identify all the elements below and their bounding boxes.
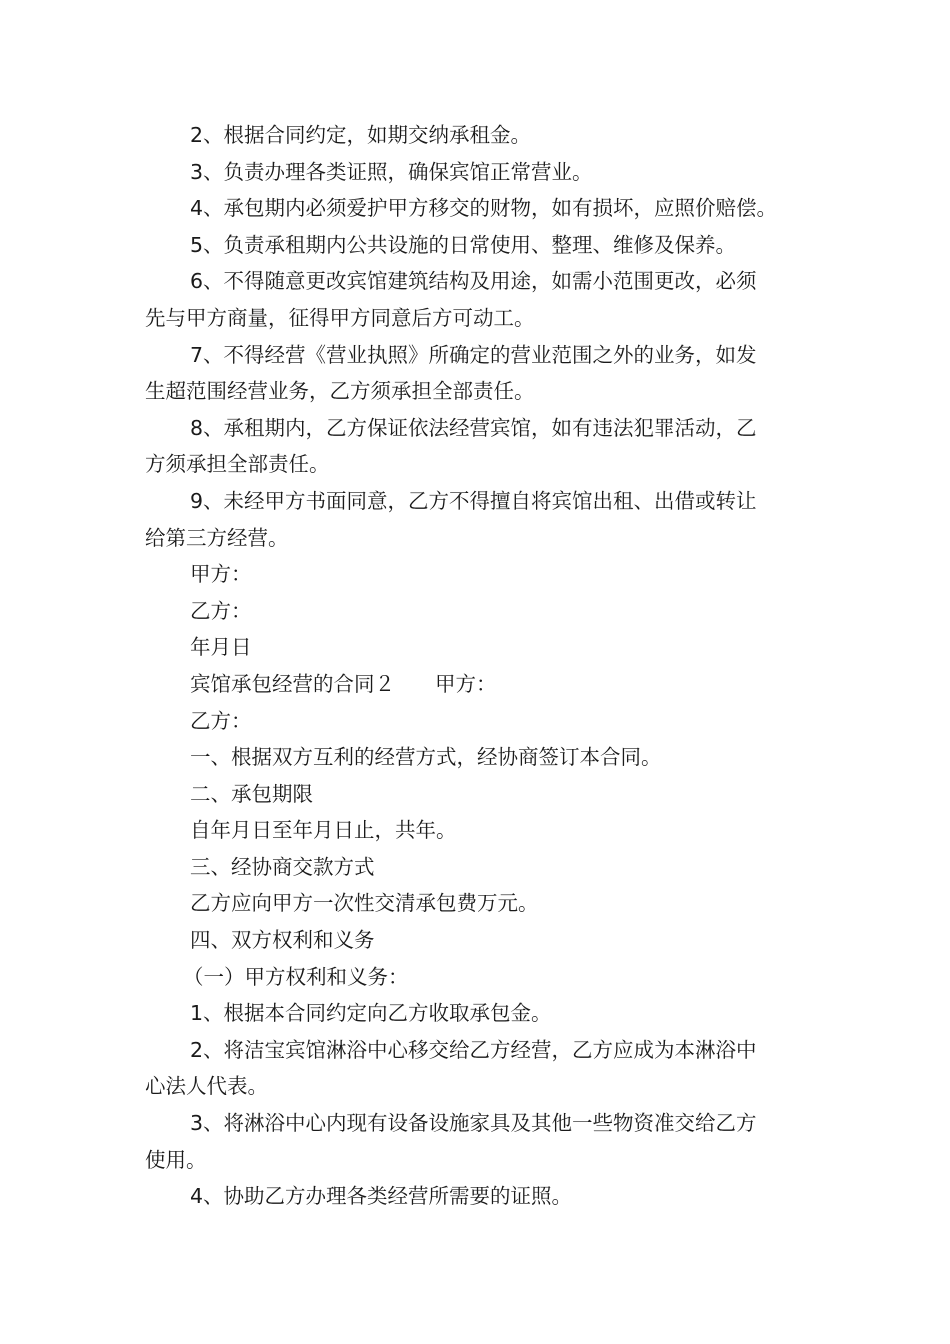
clause-3-body [145, 885, 813, 922]
paragraph-text: 三、经协商交款方式 [190, 854, 375, 879]
clause-3-heading [145, 849, 813, 886]
paragraph-line: 9、未经甲方书面同意，乙方不得擅自将宾馆出租、出借或转让 [190, 488, 757, 513]
paragraph-text: 4、协助乙方办理各类经营所需要的证照。 [190, 1184, 573, 1209]
paragraph-duty-4 [145, 190, 813, 227]
clause-4-heading [145, 922, 813, 959]
paragraph-duty-8 [145, 410, 813, 483]
party-a-duty-4 [145, 1178, 813, 1215]
signature-party-b [145, 593, 813, 630]
clause-2-body [145, 812, 813, 849]
party-a-duty-3 [145, 1105, 813, 1178]
contract-title: 宾馆承包经营的合同２ [190, 671, 395, 696]
paragraph-line: 方须承担全部责任。 [145, 452, 330, 477]
signature-date [145, 629, 813, 666]
paragraph-text: 4、承包期内必须爱护甲方移交的财物，如有损坏，应照价赔偿。 [190, 196, 778, 221]
clause-4-subheading [145, 959, 813, 996]
paragraph-text: 自年月日至年月日止，共年。 [190, 818, 457, 843]
paragraph-text: 3、负责办理各类证照，确保宾馆正常营业。 [190, 159, 593, 184]
paragraph-duty-5 [145, 227, 813, 264]
paragraph-text: 乙方： [190, 598, 252, 623]
paragraph-line: 6、不得随意更改宾馆建筑结构及用途，如需小范围更改，必须 [190, 269, 757, 294]
clause-2-heading [145, 776, 813, 813]
paragraph-text: （一）甲方权利和义务： [183, 964, 409, 989]
paragraph-text: 四、双方权利和义务 [190, 928, 375, 953]
paragraph-line: 3、将淋浴中心内现有设备设施家具及其他一些物资准交给乙方 [190, 1111, 757, 1136]
paragraph-text: 1、根据本合同约定向乙方收取承包金。 [190, 1001, 552, 1026]
paragraph-text: 2、根据合同约定，如期交纳承租金。 [190, 123, 532, 147]
paragraph-line: 先与甲方商量，征得甲方同意后方可动工。 [145, 305, 535, 330]
paragraph-line: 2、将洁宝宾馆淋浴中心移交给乙方经营，乙方应成为本淋浴中 [190, 1037, 757, 1062]
paragraph-text: 一、根据双方互利的经营方式，经协商签订本合同。 [190, 745, 662, 770]
contract-party-b [145, 703, 813, 740]
paragraph-text: 乙方： [190, 708, 252, 733]
paragraph-line: 生超范围经营业务，乙方须承担全部责任。 [145, 379, 535, 404]
document-body [145, 117, 813, 1215]
paragraph-duty-3 [145, 154, 813, 191]
contract-title-line [145, 666, 813, 703]
contract-party-a: 甲方： [435, 671, 497, 696]
paragraph-text: 乙方应向甲方一次性交清承包费万元。 [190, 891, 539, 916]
clause-1 [145, 739, 813, 776]
paragraph-text: 年月日 [190, 635, 252, 660]
paragraph-text: 二、承包期限 [190, 781, 313, 806]
signature-party-a [145, 556, 813, 593]
paragraph-duty-7 [145, 337, 813, 410]
party-a-duty-1 [145, 995, 813, 1032]
paragraph-line: 心法人代表。 [145, 1074, 268, 1099]
paragraph-line: 7、不得经营《营业执照》所确定的营业范围之外的业务，如发 [190, 342, 757, 367]
paragraph-line: 8、承租期内，乙方保证依法经营宾馆，如有违法犯罪活动，乙 [190, 415, 757, 440]
party-a-duty-2 [145, 1032, 813, 1105]
paragraph-text: 甲方： [190, 562, 252, 587]
paragraph-duty-2 [145, 117, 813, 154]
paragraph-duty-9 [145, 483, 813, 556]
paragraph-line: 给第三方经营。 [145, 525, 289, 550]
paragraph-duty-6 [145, 263, 813, 336]
paragraph-line: 使用。 [145, 1147, 207, 1172]
paragraph-text: 5、负责承租期内公共设施的日常使用、整理、维修及保养。 [190, 232, 737, 257]
